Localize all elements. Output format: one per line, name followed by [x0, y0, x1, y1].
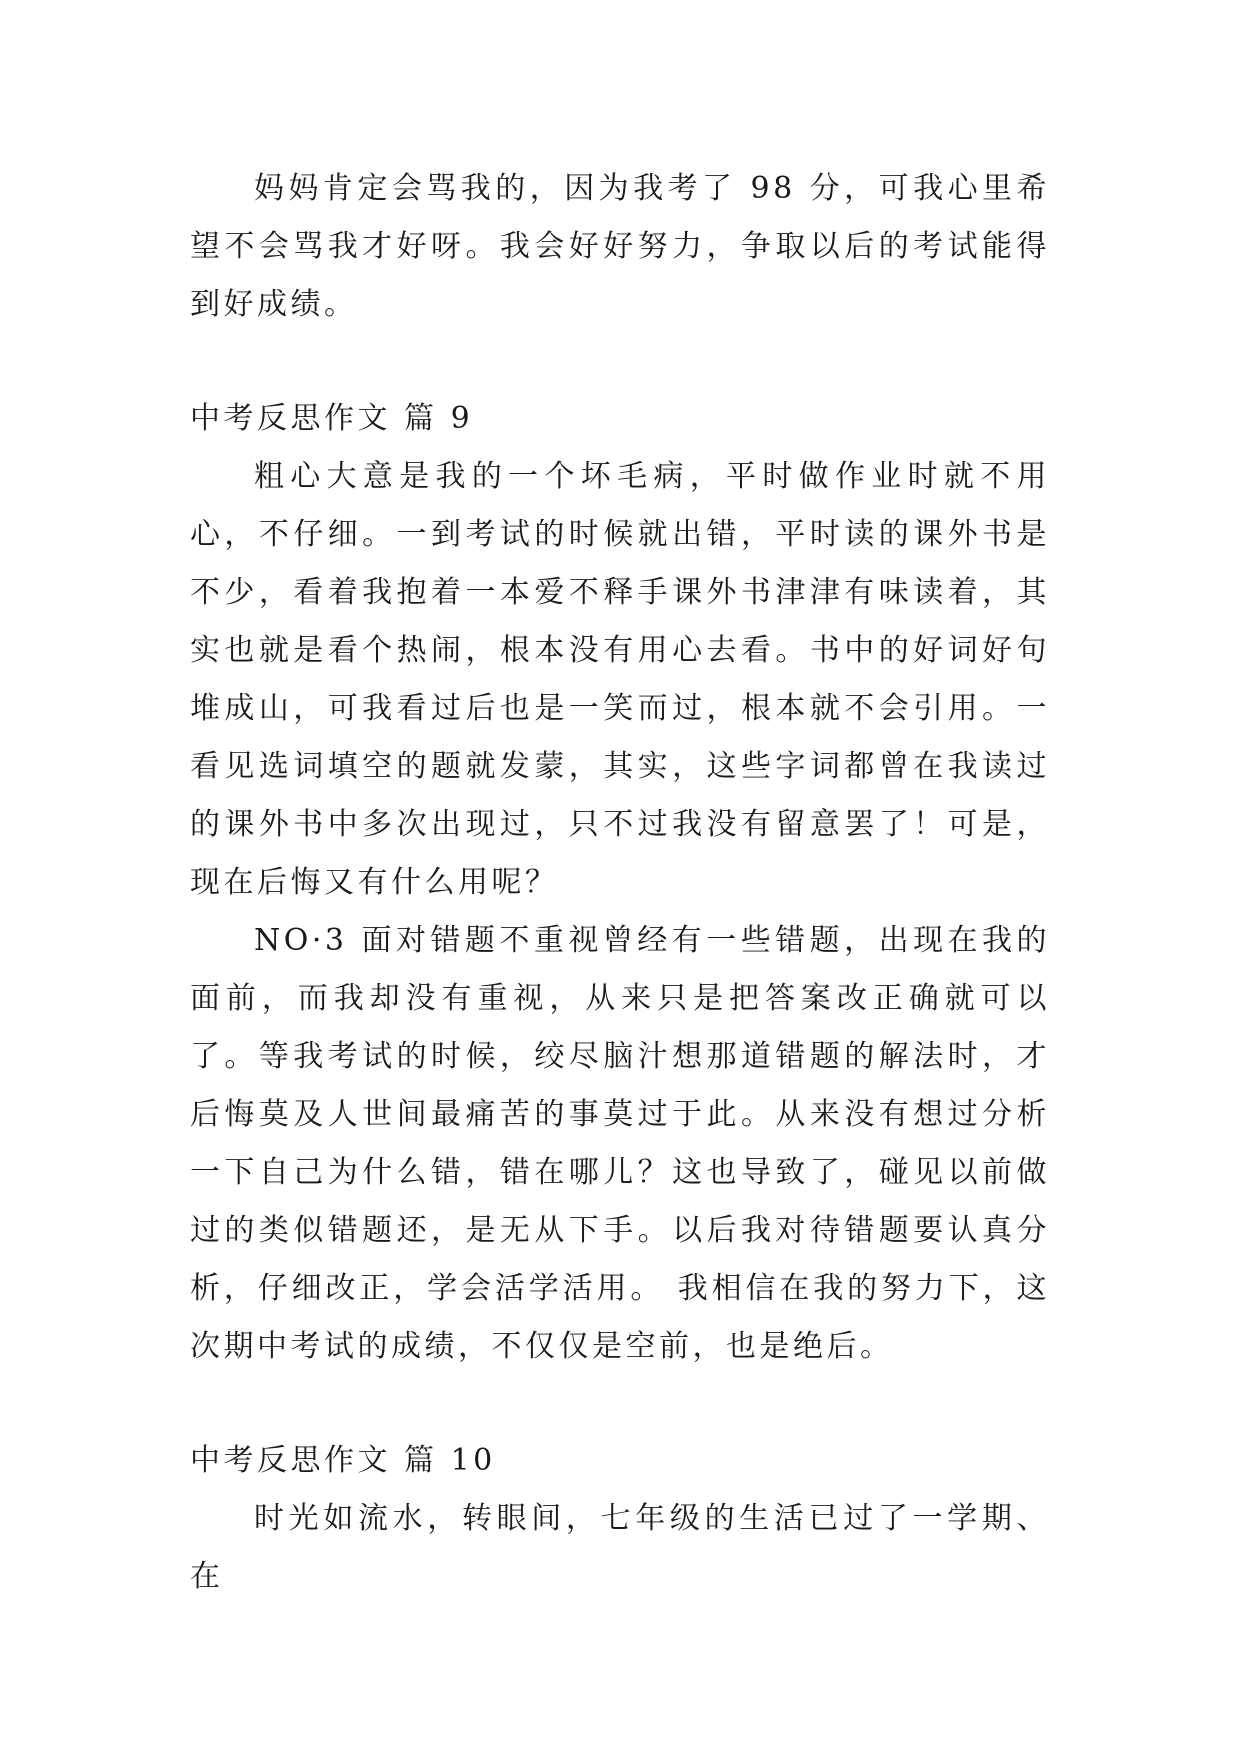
section-10-paragraph-1: 时光如流水，转眼间，七年级的生活已过了一学期、在: [190, 1501, 1050, 1594]
section-10-heading: 中考反思作文 篇 10: [190, 1443, 496, 1478]
section-spacer: [190, 1376, 1050, 1432]
intro-paragraph: 妈妈肯定会骂我的，因为我考了 98 分，可我心里希望不会骂我才好呀。我会好好努力，争取以后的考试能得到好成绩。: [190, 171, 1050, 322]
section-spacer: [190, 334, 1050, 390]
section-9-paragraph-2: NO·3 面对错题不重视曾经有一些错题，出现在我的面前，而我却没有重视，从来只是把答案改正确就可以了。等我考试的时候，绞尽脑汁想那道错题的解法时，才后悔莫及人世间最痛苦的事莫过于此。从来没有想过分析一下自己为什么错，错在哪儿？这也导致了，碰见以前做过的类似错题还，是无从下手。以后我对待错题要认真分析，仔细改正，学会活学活用。 我相信在我的努力下，这次期中考试的成绩，不仅仅是空前，也是绝后。: [190, 923, 1050, 1364]
section-9-heading: 中考反思作文 篇 9: [190, 401, 474, 436]
section-9-paragraph-1: 粗心大意是我的一个坏毛病，平时做作业时就不用心，不仔细。一到考试的时候就出错，平时读的课外书是不少，看着我抱着一本爱不释手课外书津津有味读着，其实也就是看个热闹，根本没有用心去看。书中的好词好句堆成山，可我看过后也是一笑而过，根本就不会引用。一看见选词填空的题就发蒙，其实，这些字词都曾在我读过的课外书中多次出现过，只不过我没有留意罢了！可是，现在后悔又有什么用呢？: [190, 459, 1050, 900]
document-body: [190, 160, 1050, 1606]
